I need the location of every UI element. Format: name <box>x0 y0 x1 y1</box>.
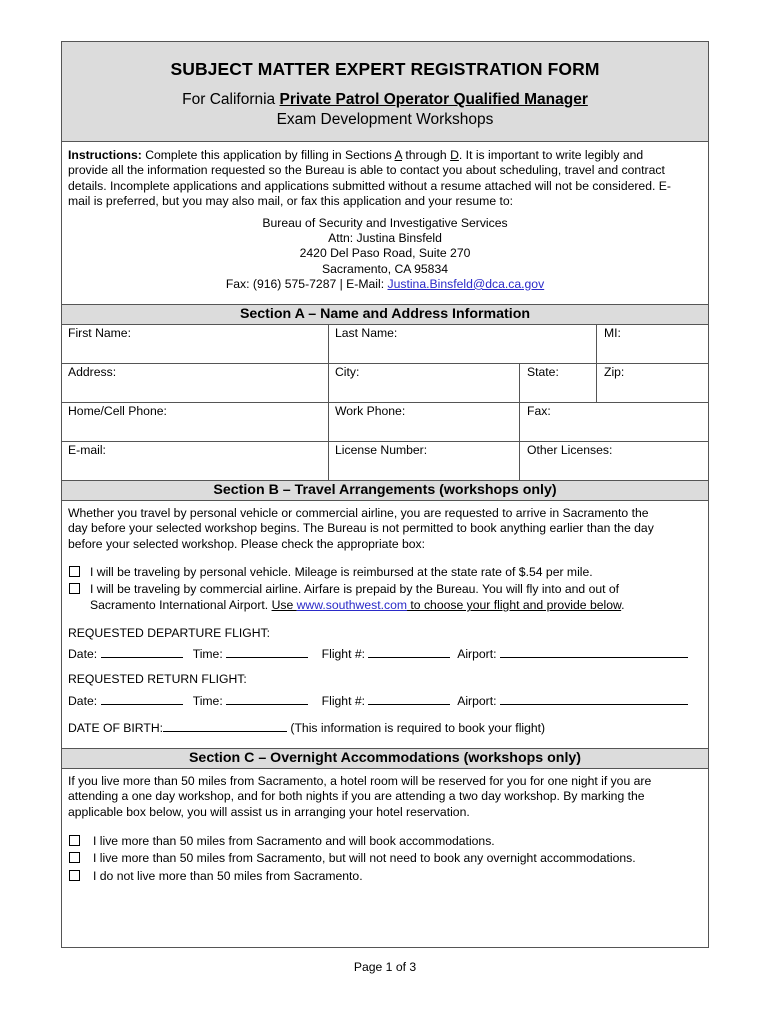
return-airport-input[interactable] <box>500 693 688 705</box>
city-field[interactable]: City: <box>335 365 360 379</box>
return-date-input[interactable] <box>101 693 183 705</box>
book-accommodations-checkbox[interactable] <box>69 835 80 846</box>
travel-text: Whether you travel by personal vehicle or commercial airline, you are requested to arrive in Sacramento the <box>68 506 649 520</box>
fax-number: Fax: (916) 575-7287 | E-Mail: <box>225 276 388 291</box>
return-time-input[interactable] <box>226 693 308 705</box>
accommodation-text: If you live more than 50 miles from Sacramento, a hotel room will be reserved for you for one night if you are <box>68 774 652 788</box>
airport-label: Airport: <box>457 694 497 708</box>
time-label: Time: <box>192 647 223 661</box>
vehicle-option-label: I will be traveling by personal vehicle. Mileage is reimbursed at the state rate of $.54 per mile. <box>90 565 593 579</box>
section-a-header: Section A – Name and Address Information <box>61 304 709 325</box>
instructions-text: provide all the information requested so the Bureau is able to contact you about scheduling, travel and contract <box>68 163 665 178</box>
airport-label: Airport: <box>457 647 497 661</box>
no-accommodations-label: I live more than 50 miles from Sacramento, but will not need to book any overnight accommodations. <box>93 851 636 865</box>
address-line: Attn: Justina Binsfeld <box>328 231 442 246</box>
email-link[interactable]: Justina.Binsfeld@dca.ca.gov <box>387 276 545 291</box>
local-resident-label: I do not live more than 50 miles from Sacramento. <box>93 869 363 883</box>
book-accommodations-label: I live more than 50 miles from Sacramento and will book accommodations. <box>93 834 495 848</box>
airline-checkbox[interactable] <box>69 583 80 594</box>
page-number: Page 1 of 3 <box>353 960 417 974</box>
airline-option-note <box>90 598 700 613</box>
divider <box>61 402 709 403</box>
departure-flight-input[interactable] <box>368 646 450 658</box>
section-c-header: Section C – Overnight Accommodations (workshops only) <box>61 748 709 769</box>
date-label: Date: <box>68 647 98 661</box>
accommodation-text: applicable box below, you will assist us in arranging your hotel reservation. <box>68 804 470 819</box>
no-accommodations-checkbox[interactable] <box>69 852 80 863</box>
divider <box>61 363 709 364</box>
dob-input[interactable] <box>163 720 287 732</box>
accommodation-option-local <box>69 869 699 884</box>
instructions-text: mail is preferred, but you may also mail, or fax this application and your resume to: <box>68 194 514 209</box>
instructions-text: details. Incomplete applications and applications submitted without a resume attached will not be considered. E- <box>68 178 671 193</box>
work-phone-field[interactable]: Work Phone: <box>335 404 406 418</box>
divider <box>519 363 520 481</box>
first-name-field[interactable]: First Name: <box>68 326 131 340</box>
local-resident-checkbox[interactable] <box>69 870 80 881</box>
subtitle-position: Private Patrol Operator Qualified Manager <box>279 91 588 108</box>
instructions-text: through <box>401 148 451 162</box>
return-flight-label: REQUESTED RETURN FLIGHT: <box>68 672 247 686</box>
zip-field[interactable]: Zip: <box>604 365 625 379</box>
accommodation-option-no-book <box>69 851 699 866</box>
departure-date-input[interactable] <box>101 646 183 658</box>
travel-instructions <box>68 506 696 552</box>
vehicle-checkbox[interactable] <box>69 566 80 577</box>
email-field[interactable]: E-mail: <box>68 443 106 457</box>
return-flight-input[interactable] <box>368 693 450 705</box>
instructions-label: Instructions: <box>68 148 142 162</box>
travel-text: day before your selected workshop begins. The Bureau is not permitted to book anything earlier than the day <box>68 521 654 536</box>
subtitle-prefix: For California <box>182 91 280 108</box>
travel-option-vehicle <box>69 565 699 580</box>
last-name-field[interactable]: Last Name: <box>335 326 398 340</box>
section-ref-a: A <box>394 148 402 162</box>
accommodation-option-book <box>69 834 699 849</box>
instructions-text: . It is important to write legibly and <box>458 148 644 162</box>
fax-field[interactable]: Fax: <box>527 404 551 418</box>
dob-note: (This information is required to book your flight) <box>287 721 546 735</box>
address-line: Sacramento, CA 95834 <box>321 261 449 276</box>
accommodation-instructions <box>68 774 696 820</box>
airline-note-text: Sacramento International Airport. <box>90 598 272 612</box>
divider <box>596 324 597 403</box>
departure-flight-row <box>68 646 708 661</box>
instructions <box>68 148 696 210</box>
mi-field[interactable]: MI: <box>604 326 621 340</box>
form-header <box>61 41 709 142</box>
airline-note-text: . <box>621 598 625 612</box>
address-line: Bureau of Security and Investigative Services <box>262 216 508 230</box>
divider <box>61 441 709 442</box>
airline-option-label: I will be traveling by commercial airline. Airfare is prepaid by the Bureau. You will fly into and out of <box>90 582 620 596</box>
form-subtitle-workshops: Exam Development Workshops <box>276 111 494 128</box>
divider <box>328 324 329 481</box>
form-subtitle <box>62 91 708 109</box>
flight-label: Flight #: <box>321 694 366 708</box>
airline-note-text: to choose your flight and provide below <box>407 598 622 612</box>
dob-row <box>68 720 545 735</box>
flight-label: Flight #: <box>321 647 366 661</box>
travel-option-airline <box>69 582 699 597</box>
license-number-field[interactable]: License Number: <box>335 443 428 457</box>
departure-flight-label: REQUESTED DEPARTURE FLIGHT: <box>68 626 271 640</box>
time-label: Time: <box>192 694 223 708</box>
form-title: SUBJECT MATTER EXPERT REGISTRATION FORM <box>170 59 600 79</box>
section-b-header: Section B – Travel Arrangements (workshops only) <box>61 480 709 501</box>
southwest-link[interactable]: www.southwest.com <box>296 598 408 612</box>
home-phone-field[interactable]: Home/Cell Phone: <box>68 404 167 418</box>
travel-text: before your selected workshop. Please check the appropriate box: <box>68 536 426 551</box>
departure-time-input[interactable] <box>226 646 308 658</box>
section-ref-d: D <box>450 148 459 162</box>
fax-email-line <box>61 277 709 292</box>
dob-label: DATE OF BIRTH: <box>68 721 164 735</box>
state-field[interactable]: State: <box>527 365 559 379</box>
date-label: Date: <box>68 694 98 708</box>
address-line: 2420 Del Paso Road, Suite 270 <box>299 246 471 261</box>
address-field[interactable]: Address: <box>68 365 117 379</box>
mailing-address <box>61 216 709 292</box>
other-licenses-field[interactable]: Other Licenses: <box>527 443 613 457</box>
accommodation-text: attending a one day workshop, and for both nights if you are attending a two day workshop. By marking the <box>68 789 645 804</box>
departure-airport-input[interactable] <box>500 646 688 658</box>
return-flight-row <box>68 693 708 708</box>
instructions-text: Complete this application by filling in Sections <box>141 148 395 162</box>
airline-note-text: Use <box>271 598 297 612</box>
